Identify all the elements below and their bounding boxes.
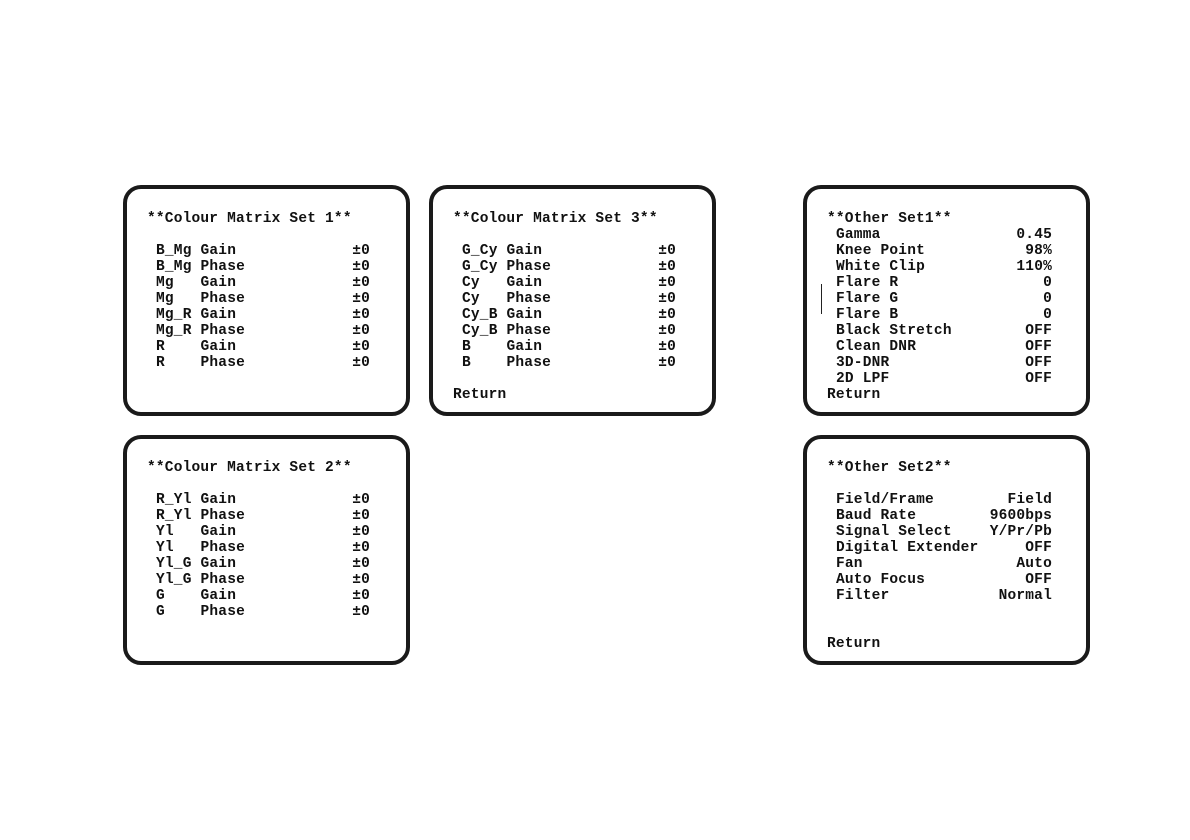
row-value: ±0 (352, 323, 370, 339)
row-value: ±0 (352, 524, 370, 540)
menu-row[interactable] (836, 371, 1052, 387)
row-value: OFF (1025, 323, 1052, 339)
colour-matrix-set-2-panel (123, 435, 410, 665)
row-label: B Gain (462, 339, 543, 355)
menu-row[interactable] (156, 524, 370, 540)
menu-row[interactable] (156, 339, 370, 355)
menu-row[interactable] (836, 540, 1052, 556)
menu-row[interactable] (462, 275, 676, 291)
row-label: Flare R (836, 275, 899, 291)
row-value: ±0 (352, 339, 370, 355)
row-label: Cy Gain (462, 275, 543, 291)
row-label: Yl_G Phase (156, 572, 246, 588)
row-value: ±0 (352, 588, 370, 604)
menu-row[interactable] (836, 227, 1052, 243)
row-label: Cy_B Phase (462, 323, 552, 339)
row-value: ±0 (352, 556, 370, 572)
row-label: R_Yl Gain (156, 492, 237, 508)
panel-title: **Other Set2** (827, 460, 952, 476)
menu-row[interactable] (836, 588, 1052, 604)
menu-row[interactable] (462, 339, 676, 355)
menu-row[interactable] (462, 291, 676, 307)
row-label: Clean DNR (836, 339, 917, 355)
menu-row[interactable] (836, 339, 1052, 355)
row-label: Mg_R Gain (156, 307, 237, 323)
return-item[interactable]: Return (827, 387, 881, 403)
menu-row[interactable] (836, 492, 1052, 508)
row-value: ±0 (352, 604, 370, 620)
row-value: 0 (1043, 307, 1052, 323)
row-label: Cy_B Gain (462, 307, 543, 323)
row-label: R Gain (156, 339, 237, 355)
row-label: Mg_R Phase (156, 323, 246, 339)
row-label: White Clip (836, 259, 926, 275)
row-value: Field (1007, 492, 1052, 508)
row-value: 110% (1016, 259, 1052, 275)
row-label: Baud Rate (836, 508, 917, 524)
row-label: Auto Focus (836, 572, 926, 588)
row-value: 0 (1043, 291, 1052, 307)
menu-row[interactable] (156, 540, 370, 556)
row-label: Knee Point (836, 243, 926, 259)
menu-row[interactable] (156, 291, 370, 307)
menu-row[interactable] (156, 355, 370, 371)
row-value: ±0 (352, 355, 370, 371)
menu-row[interactable] (836, 307, 1052, 323)
colour-matrix-set-1-panel (123, 185, 410, 416)
row-value: Normal (998, 588, 1052, 604)
row-label: Field/Frame (836, 492, 934, 508)
menu-row[interactable] (156, 323, 370, 339)
row-label: Mg Phase (156, 291, 246, 307)
row-value: OFF (1025, 339, 1052, 355)
menu-row[interactable] (156, 572, 370, 588)
row-value: ±0 (658, 307, 676, 323)
menu-row[interactable] (462, 355, 676, 371)
row-label: Cy Phase (462, 291, 552, 307)
row-label: Digital Extender (836, 540, 979, 556)
row-label: Fan (836, 556, 863, 572)
row-label: B_Mg Gain (156, 243, 237, 259)
row-value: ±0 (352, 572, 370, 588)
menu-row[interactable] (836, 291, 1052, 307)
row-label: R Phase (156, 355, 246, 371)
row-value: ±0 (658, 355, 676, 371)
row-label: 2D LPF (836, 371, 890, 387)
row-label: Filter (836, 588, 890, 604)
row-label: Yl Gain (156, 524, 237, 540)
menu-row[interactable] (156, 556, 370, 572)
other-set2-panel (803, 435, 1090, 665)
menu-row[interactable] (836, 243, 1052, 259)
menu-row[interactable] (836, 556, 1052, 572)
row-value: OFF (1025, 540, 1052, 556)
menu-row[interactable] (156, 275, 370, 291)
row-value: ±0 (352, 275, 370, 291)
row-label: Flare B (836, 307, 899, 323)
row-label: 3D-DNR (836, 355, 890, 371)
menu-row[interactable] (156, 259, 370, 275)
menu-row[interactable] (462, 323, 676, 339)
row-value: ±0 (658, 291, 676, 307)
row-value: ±0 (352, 291, 370, 307)
row-label: G_Cy Gain (462, 243, 543, 259)
panel-title: **Other Set1** (827, 211, 952, 227)
return-item[interactable]: Return (827, 636, 881, 652)
row-value: OFF (1025, 371, 1052, 387)
menu-row[interactable] (156, 307, 370, 323)
menu-row[interactable] (156, 588, 370, 604)
menu-row[interactable] (462, 307, 676, 323)
row-value: ±0 (658, 323, 676, 339)
row-value: 0 (1043, 275, 1052, 291)
row-value: ±0 (658, 339, 676, 355)
row-value: ±0 (352, 508, 370, 524)
row-label: B_Mg Phase (156, 259, 246, 275)
row-value: ±0 (352, 243, 370, 259)
row-value: ±0 (658, 243, 676, 259)
row-value: ±0 (658, 275, 676, 291)
menu-row[interactable] (462, 243, 676, 259)
row-label: Mg Gain (156, 275, 237, 291)
menu-row[interactable] (156, 243, 370, 259)
other-set1-panel (803, 185, 1090, 416)
row-value: Auto (1016, 556, 1052, 572)
panel-title: **Colour Matrix Set 2** (147, 460, 352, 476)
return-item[interactable]: Return (453, 387, 507, 403)
menu-row[interactable] (462, 259, 676, 275)
row-value: ±0 (352, 540, 370, 556)
row-label: B Phase (462, 355, 552, 371)
row-label: Yl_G Gain (156, 556, 237, 572)
menu-row[interactable] (836, 323, 1052, 339)
menu-row[interactable] (156, 508, 370, 524)
row-value: ±0 (352, 492, 370, 508)
row-value: ±0 (352, 259, 370, 275)
menu-row[interactable] (836, 275, 1052, 291)
panel-title: **Colour Matrix Set 3** (453, 211, 658, 227)
menu-row[interactable] (156, 604, 370, 620)
row-value: 9600bps (989, 508, 1052, 524)
menu-row[interactable] (836, 259, 1052, 275)
menu-row[interactable] (836, 572, 1052, 588)
row-label: Flare G (836, 291, 899, 307)
row-value: ±0 (658, 259, 676, 275)
menu-row[interactable] (836, 355, 1052, 371)
row-value: Y/Pr/Pb (989, 524, 1052, 540)
row-value: OFF (1025, 355, 1052, 371)
row-label: G_Cy Phase (462, 259, 552, 275)
row-label: Black Stretch (836, 323, 952, 339)
colour-matrix-set-3-panel (429, 185, 716, 416)
row-label: R_Yl Phase (156, 508, 246, 524)
row-label: G Gain (156, 588, 237, 604)
row-value: 98% (1025, 243, 1052, 259)
row-value: OFF (1025, 572, 1052, 588)
row-label: G Phase (156, 604, 246, 620)
row-label: Signal Select (836, 524, 952, 540)
row-value: ±0 (352, 307, 370, 323)
row-label: Yl Phase (156, 540, 246, 556)
menu-row[interactable] (156, 492, 370, 508)
menu-row[interactable] (836, 524, 1052, 540)
cursor-mark (821, 284, 822, 314)
row-value: 0.45 (1016, 227, 1052, 243)
menu-row[interactable] (836, 508, 1052, 524)
row-label: Gamma (836, 227, 881, 243)
panel-title: **Colour Matrix Set 1** (147, 211, 352, 227)
